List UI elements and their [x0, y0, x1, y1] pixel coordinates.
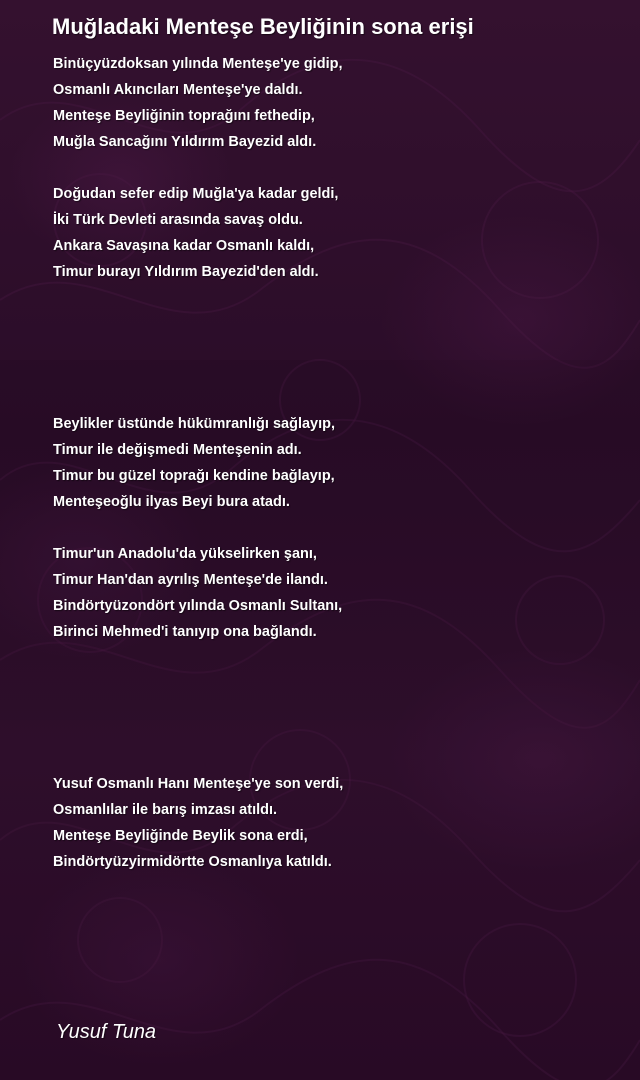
poem-line: Doğudan sefer edip Muğla'ya kadar geldi,: [53, 186, 339, 202]
poem-line: Beylikler üstünde hükümranlığı sağlayıp,: [53, 416, 336, 432]
poem-author: Yusuf Tuna: [56, 1021, 157, 1043]
poem-line: Birinci Mehmed'i tanıyıp ona bağlandı.: [53, 624, 317, 640]
stanza-3: [53, 411, 335, 515]
poem-line: Osmanlılar ile barış imzası atıldı.: [53, 802, 278, 818]
poem-line: Muğla Sancağını Yıldırım Bayezid aldı.: [53, 134, 317, 150]
poem-line: Menteşeoğlu ilyas Beyi bura atadı.: [53, 494, 290, 510]
stanza-2: [53, 181, 338, 285]
poem-line: Menteşe Beyliğinde Beylik sona erdi,: [53, 828, 308, 844]
poem-line: Timur burayı Yıldırım Bayezid'den aldı.: [53, 264, 319, 280]
poem-title: Muğladaki Menteşe Beyliğinin sona erişi: [52, 14, 474, 39]
poem-line: Timur Han'dan ayrılış Menteşe'de ilandı.: [53, 572, 328, 588]
poem-line: Osmanlı Akıncıları Menteşe'ye daldı.: [53, 82, 303, 98]
poem-line: Ankara Savaşına kadar Osmanlı kaldı,: [53, 238, 315, 254]
stanza-4: [53, 541, 342, 645]
poem-line: Binüçyüzdoksan yılında Menteşe'ye gidip,: [53, 56, 343, 72]
poem-line: Timur bu güzel toprağı kendine bağlayıp,: [53, 468, 335, 484]
poem-line: Menteşe Beyliğinin toprağını fethedip,: [53, 108, 315, 124]
poem-line: Timur ile değişmedi Menteşenin adı.: [53, 442, 302, 458]
poem-line: Bindörtyüzondört yılında Osmanlı Sultanı,: [53, 598, 343, 614]
stanza-5: [53, 771, 343, 875]
stanza-1: [53, 51, 342, 155]
poem-line: Bindörtyüzyirmidörtte Osmanlıya katıldı.: [53, 854, 332, 870]
poem-line: İki Türk Devleti arasında savaş oldu.: [53, 212, 303, 228]
poem-line: Timur'un Anadolu'da yükselirken şanı,: [53, 546, 317, 562]
poem-line: Yusuf Osmanlı Hanı Menteşe'ye son verdi,: [53, 776, 344, 792]
